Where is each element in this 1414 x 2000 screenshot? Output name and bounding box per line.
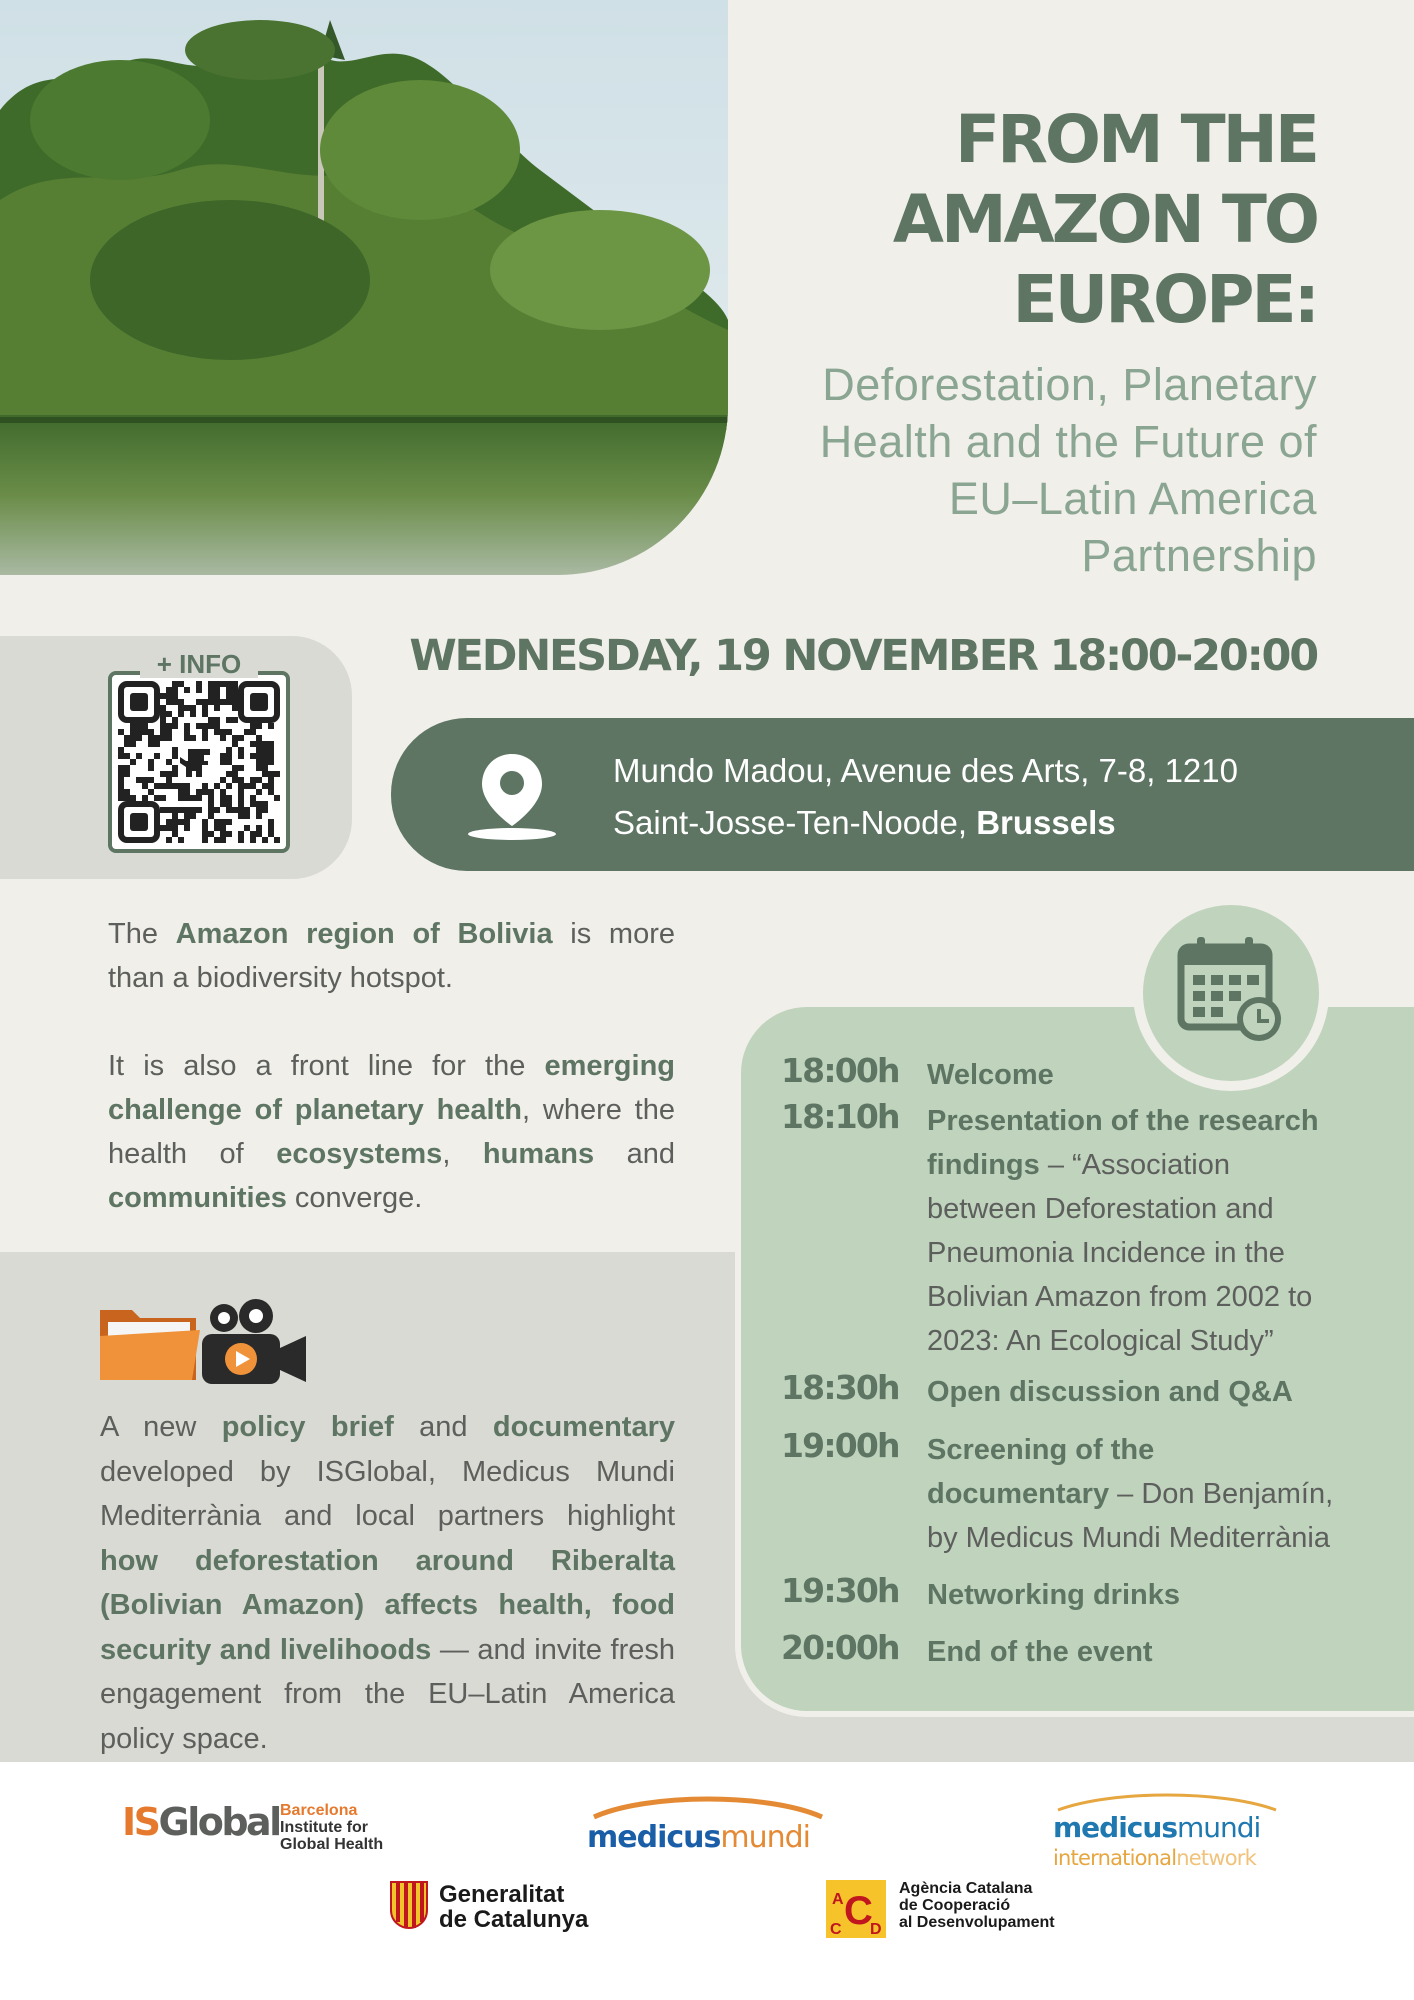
event-datetime: WEDNESDAY, 19 NOVEMBER 18:00-20:00 bbox=[409, 631, 1317, 681]
agenda-desc: Open discussion and Q&A bbox=[927, 1376, 1293, 1408]
agenda-desc: Networking drinks bbox=[927, 1579, 1180, 1611]
agenda-time: 19:00h bbox=[781, 1426, 899, 1465]
title-line: FROM THE bbox=[954, 101, 1317, 178]
agenda-time: 20:00h bbox=[781, 1628, 899, 1667]
agenda-desc: End of the event bbox=[927, 1636, 1153, 1668]
qr-code-icon bbox=[118, 681, 280, 843]
city: Brussels bbox=[976, 804, 1116, 841]
qr-code[interactable] bbox=[108, 671, 290, 853]
subtitle-line: EU–Latin America bbox=[948, 473, 1317, 524]
folder-icon bbox=[100, 1310, 200, 1380]
qr-finder-pattern bbox=[241, 684, 277, 720]
intro-paragraph: The Amazon region of Bolivia is more than a biodiversity hotspot. bbox=[108, 918, 676, 994]
accd-letter: A bbox=[832, 1891, 844, 1908]
qr-center-mark bbox=[180, 749, 210, 777]
media-icons bbox=[100, 1296, 308, 1391]
agenda-desc: Welcome bbox=[927, 1059, 1054, 1091]
brief-text: A new policy brief and documentary developed by ISGlobal, Medicus Mundi Mediterrània and local partners highlight how deforestation around Riberalta (Bolivian Amazon) affects health, food security and livelihoods — and invite fresh engagement from the EU–Latin America policy space. bbox=[100, 1411, 676, 1755]
agenda-time: 18:10h bbox=[781, 1097, 899, 1136]
isglobal-logo: ISGlobal Barcelona Institute for Global Health bbox=[122, 1800, 384, 1853]
agenda-time: 18:00h bbox=[781, 1051, 899, 1090]
accd-mark bbox=[826, 1880, 886, 1938]
subtitle-line: Partnership bbox=[1081, 530, 1317, 581]
qr-finder-pattern bbox=[121, 804, 157, 840]
generalitat-logo: Generalitat de Catalunya bbox=[389, 1880, 429, 1935]
agenda-time: 18:30h bbox=[781, 1368, 899, 1407]
intro-paragraph: It is also a front line for the emerging challenge of planetary health, where the health of ecosystems, humans and communities converge. bbox=[108, 1050, 675, 1214]
calendar-clock-icon bbox=[1177, 935, 1287, 1045]
accd-logo: A C C D Agència Catalana de Cooperació al Desenvolupament bbox=[826, 1880, 886, 1943]
venue-banner bbox=[391, 718, 1414, 871]
accd-letter: D bbox=[870, 1921, 882, 1938]
agenda-time: 19:30h bbox=[781, 1571, 899, 1610]
event-subtitle bbox=[697, 356, 1317, 584]
qr-finder-pattern bbox=[121, 684, 157, 720]
agenda-desc: Screening of the documentary – Don Benjamín, by Medicus Mundi Mediterrània bbox=[927, 1434, 1334, 1554]
medicus-mundi-arc bbox=[588, 1795, 828, 1821]
address-line: Saint-Josse-Ten-Noode, Brussels bbox=[613, 804, 1116, 841]
address-line: Mundo Madou, Avenue des Arts, 7-8, 1210 bbox=[613, 752, 1238, 789]
accd-letter: C bbox=[844, 1889, 873, 1933]
title-line: EUROPE: bbox=[1012, 261, 1317, 338]
intro-text bbox=[108, 912, 675, 1220]
video-camera-icon bbox=[202, 1299, 306, 1384]
info-label: + INFO bbox=[140, 650, 258, 678]
event-title bbox=[677, 100, 1317, 340]
amazon-river-photo bbox=[0, 0, 728, 575]
subtitle-line: Health and the Future of bbox=[819, 416, 1317, 467]
subtitle-line: Deforestation, Planetary bbox=[822, 359, 1317, 410]
title-line: AMAZON TO bbox=[892, 181, 1317, 258]
accd-letter: C bbox=[830, 1921, 842, 1938]
venue-address bbox=[613, 745, 1313, 849]
agenda-desc: Presentation of the research findings – “Association between Deforestation and Pneumonia Incidence in the Bolivian Amazon from 2002 to 2023: An Ecological Study” bbox=[927, 1105, 1319, 1357]
location-pin-icon bbox=[464, 748, 560, 844]
catalan-flag-shield-icon bbox=[389, 1880, 429, 1930]
